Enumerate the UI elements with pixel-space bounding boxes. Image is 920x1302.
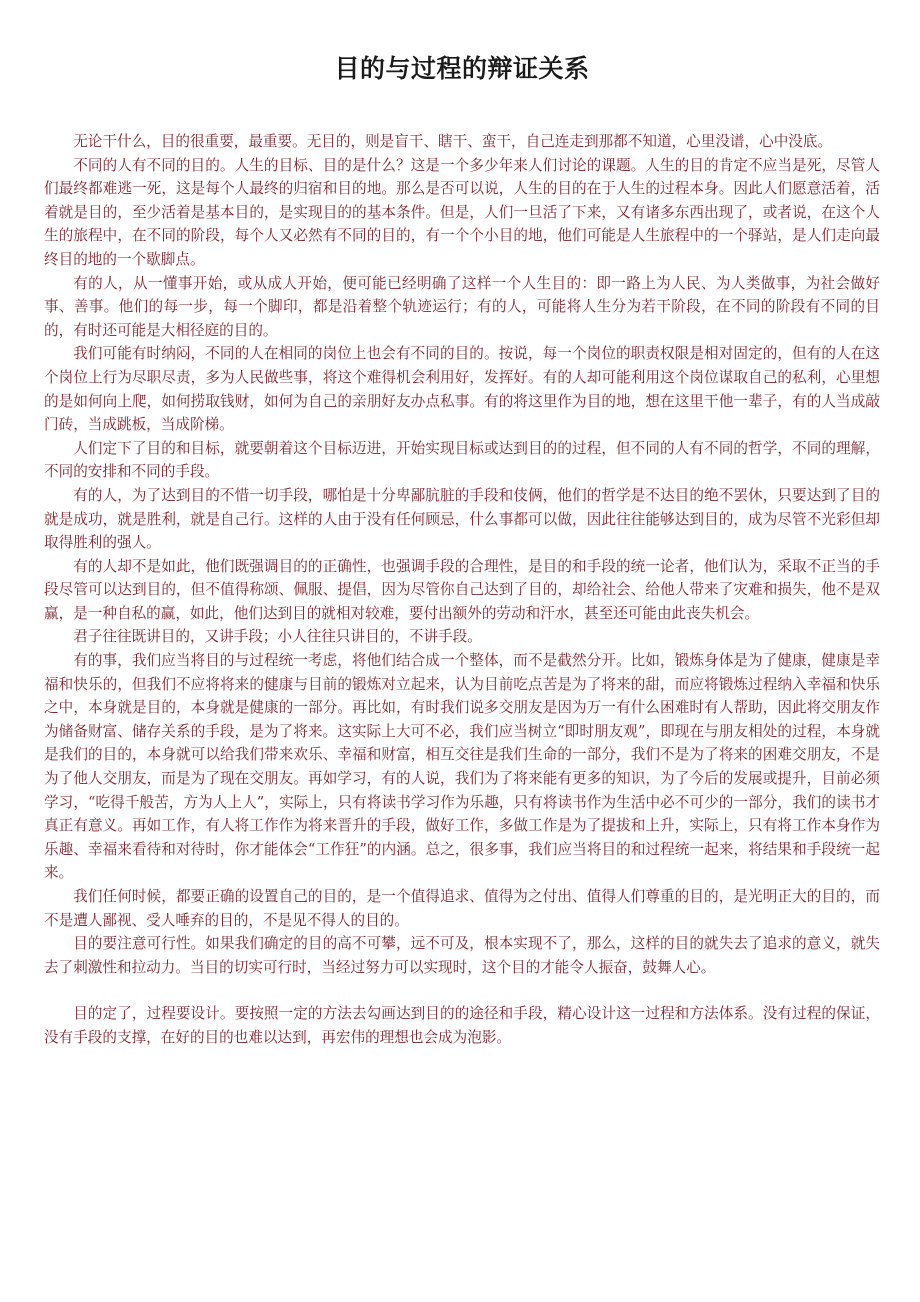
paragraph: 无论干什么，目的很重要，最重要。无目的，则是盲干、瞎干、蛮干，自己连走到那都不知道，心里没谱，心中没底。 (73, 133, 833, 150)
paragraph: 不同的人有不同的目的。人生的目标、目的是什么？这是一个多少年来人们讨论的课题。人生的目的肯定不应当是死，尽管人们最终都难逃一死，这是每个人最终的归宿和目的地。那么是否可以说，人生的目的在于人生的过程本身。因此人们愿意活着，活着就是目的，至少活着是基本目的，是实现目的的基本条件。但是，人们一旦活了下来，又有诸多东西出现了，或者说，在这个人生的旅程中，在不同的阶段，每个人又必然有不同的目的，有一个个小目的地，他们可能是人生旅程中的一个驿站，是人们走向最终目的地的一个歇脚点。 (44, 156, 880, 268)
paragraph: 人们定下了目的和目标，就要朝着这个目标迈进，开始实现目标或达到目的的过程，但不同的人有不同的哲学，不同的理解，不同的安排和不同的手段。 (44, 439, 880, 481)
paragraph: 目的要注意可行性。如果我们确定的目的高不可攀，远不可及，根本实现不了，那么，这样的目的就失去了追求的意义，就失去了刺激性和拉动力。当目的切实可行时，当经过努力可以实现时，这个目的才能令人振奋，鼓舞人心。 (44, 935, 880, 976)
paragraph: 有的人，为了达到目的不惜一切手段，哪怕是十分卑鄙肮脏的手段和伎俩，他们的哲学是不达目的绝不罢休，只要达到了目的就是成功，就是胜利，就是自己行。这样的人由于没有任何顾忌，什么事都可以做，因此往往能够达到目的，成为尽管不光彩但却取得胜利的强人。 (44, 486, 880, 552)
paragraph: 我们可能有时纳闷，不同的人在相同的岗位上也会有不同的目的。按说，每一个岗位的职责权限是相对固定的，但有的人在这个岗位上行为尽职尽责，多为人民做些事，将这个难得机会利用好，发挥好。有的人却可能利用这个岗位谋取自己的私利，心里想的是如何向上爬，如何捞取钱财，如何为自己的亲朋好友办点私事。有的将这里作为目的地，想在这里干他一辈子，有的人当成敲门砖，当成跳板，当成阶梯。 (44, 345, 880, 434)
paragraph-spacer (44, 979, 880, 1002)
paragraph: 我们任何时候，都要正确的设置自己的目的，是一个值得追求、值得为之付出、值得人们尊重的目的，是光明正大的目的，而不是遭人鄙视、受人唾弃的目的，不是见不得人的目的。 (44, 888, 880, 929)
paragraph: 有的事，我们应当将目的与过程统一考虑，将他们结合成一个整体，而不是截然分开。比如，锻炼身体是为了健康，健康是幸福和快乐的，但我们不应将将来的健康与目前的锻炼对立起来，认为目前吃点苦是为了将来的甜，而应将锻炼过程纳入幸福和快乐之中，本身就是目的，本身就是健康的一部分。再比如，有时我们说多交朋友是因为万一有什么困难时有人帮助，因此将交朋友作为储备财富、储存关系的手段，是为了将来。这实际上大可不必，我们应当树立“即时朋友观”，即现在与朋友相处的过程，本身就是我们的目的，本身就可以给我们带来欢乐、幸福和财富，相互交往是我们生命的一部分，我们不是为了将来的困难交朋友，不是为了他人交朋友，而是为了现在交朋友。再如学习，有的人说，我们为了将来能有更多的知识，为了今后的发展或提升，目前必须学习，“吃得千般苦，方为人上人”，实际上，只有将读书学习作为乐趣，只有将读书作为生活中必不可少的一部分，我们的读书才真正有意义。再如工作，有人将工作作为将来晋升的手段，做好工作，多做工作是为了提拔和上升，实际上，只有将工作本身作为乐趣、幸福来看待和对待时，你才能体会“工作狂”的内涵。总之，很多事，我们应当将目的和过程统一起来，将结果和手段统一起来。 (44, 652, 880, 882)
paragraph: 目的定了，过程要设计。要按照一定的方法去勾画达到目的的途径和手段，精心设计这一过程和方法体系。没有过程的保证，没有手段的支撑，在好的目的也难以达到，再宏伟的理想也会成为泡影。 (44, 1005, 880, 1046)
document-title: 目的与过程的辩证关系 (334, 54, 590, 83)
paragraph: 君子往往既讲目的，又讲手段；小人往往只讲目的，不讲手段。 (73, 628, 482, 646)
paragraph: 有的人却不是如此，他们既强调目的的正确性，也强调手段的合理性，是目的和手段的统一论者，他们认为，采取不正当的手段尽管可以达到目的，但不值得称颂、佩服、提倡，因为尽管你自己达到了目的，却给社会、给他人带来了灾难和损失，他不是双赢，是一种自私的赢，如此，他们达到目的就相对较难，要付出额外的劳动和汗水，甚至还可能由此丧失机会。 (44, 557, 880, 622)
document-body (44, 130, 880, 1050)
paragraph: 有的人，从一懂事开始，或从成人开始，便可能已经明确了这样一个人生目的：即一路上为人民、为人类做事，为社会做好事、善事。他们的每一步，每一个脚印，都是沿着整个轨迹运行；有的人，可能将人生分为若干阶段，在不同的阶段有不同的目的，有时还可能是大相径庭的目的。 (44, 274, 880, 339)
